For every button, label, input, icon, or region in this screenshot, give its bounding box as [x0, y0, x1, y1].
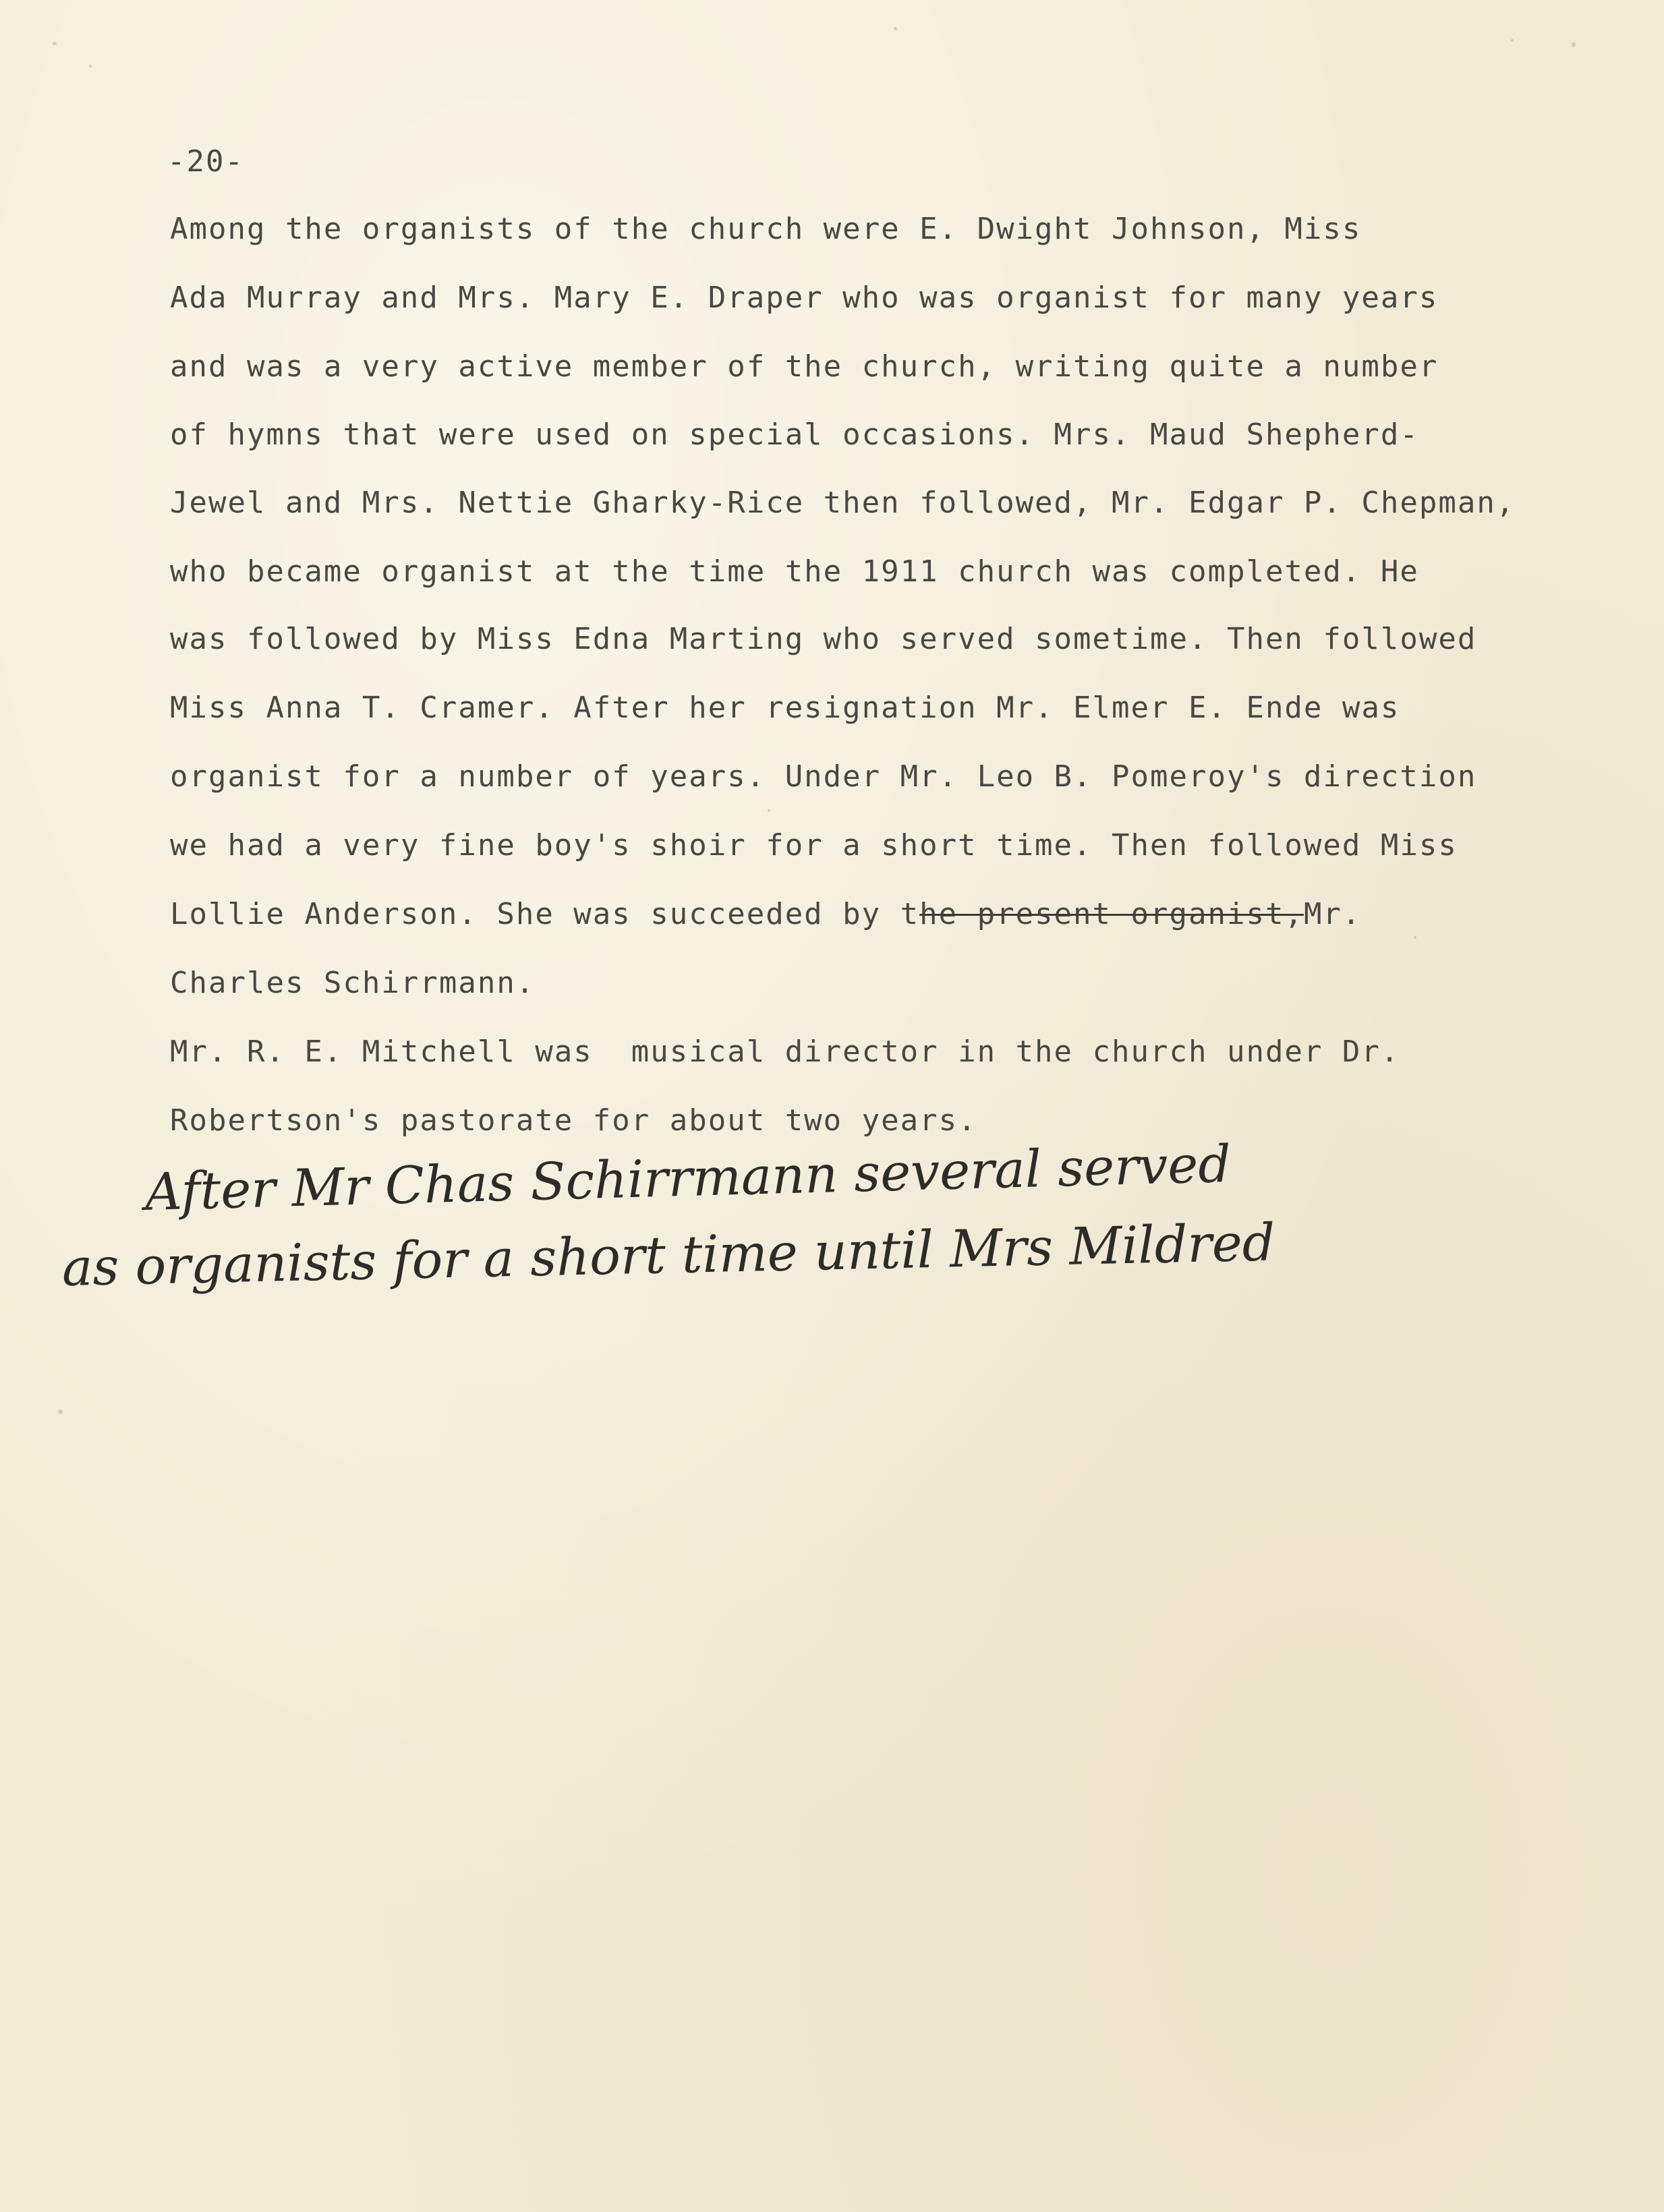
- text-line: organist for a number of years. Under Mr. Leo B. Pomeroy's direction: [170, 759, 1477, 794]
- text-line: Among the organists of the church were E. Dwight Johnson, Miss: [170, 212, 1362, 246]
- text-line: we had a very fine boy's shoir for a short time. Then followed Miss: [170, 828, 1458, 863]
- paper-speck: [1511, 39, 1514, 42]
- text-line: Mr. R. E. Mitchell was musical director in the church under Dr.: [170, 1035, 1400, 1069]
- text-line: Miss Anna T. Cramer. After her resignation Mr. Elmer E. Ende was: [170, 691, 1400, 725]
- handwritten-line: as organists for a short time until Mrs Mildred: [61, 1212, 1276, 1298]
- paper-speck: [1414, 936, 1416, 939]
- struck-text: he present organist,: [919, 897, 1304, 931]
- text-line: of hymns that were used on special occasions. Mrs. Maud Shepherd-: [170, 417, 1419, 452]
- paper-speck: [768, 809, 770, 812]
- text-line: Robertson's pastorate for about two years.: [170, 1103, 977, 1138]
- text-line: Jewel and Mrs. Nettie Gharky-Rice then followed, Mr. Edgar P. Chepman,: [170, 486, 1516, 520]
- text-line: was followed by Miss Edna Marting who served sometime. Then followed: [170, 622, 1477, 656]
- text-line: Ada Murray and Mrs. Mary E. Draper who was organist for many years: [170, 281, 1439, 315]
- paper-speck: [53, 42, 57, 45]
- handwritten-line: After Mr Chas Schirrmann several served: [144, 1133, 1232, 1222]
- paper-speck: [58, 1409, 63, 1414]
- page-number: -20-: [167, 144, 244, 179]
- paper-speck: [894, 27, 897, 30]
- text-line: who became organist at the time the 1911 church was completed. He: [170, 554, 1419, 589]
- paper-speck: [89, 65, 92, 67]
- text-line: [170, 897, 1362, 931]
- text-line: Charles Schirrmann.: [170, 966, 536, 1000]
- text-line: and was a very active member of the church, writing quite a number: [170, 349, 1439, 384]
- paper-speck: [1572, 42, 1576, 47]
- text-segment: Lollie Anderson. She was succeeded by t: [170, 897, 920, 931]
- text-segment: Mr.: [1303, 897, 1362, 931]
